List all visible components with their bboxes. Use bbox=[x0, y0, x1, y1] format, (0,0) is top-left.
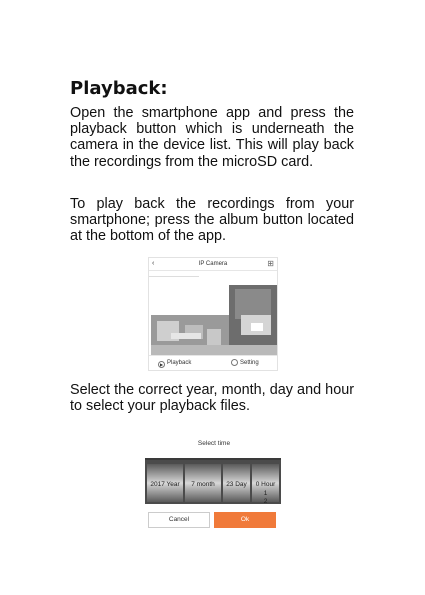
paragraph-select-time: Select the correct year, month, day and hour to select your playback files. bbox=[70, 382, 354, 415]
select-time-title: Select time bbox=[197, 440, 231, 447]
hour-next-1: 1 bbox=[263, 490, 268, 497]
year-value: 2017 Year bbox=[150, 481, 180, 488]
paragraph-album-instructions: To play back the recordings from your smartphone; press the album button located at the bottom of the app. bbox=[70, 196, 354, 245]
hour-value: 0 Hour bbox=[255, 481, 276, 488]
gear-icon bbox=[231, 359, 238, 366]
ok-button[interactable]: Ok bbox=[214, 512, 276, 528]
camera-preview-thumbnail[interactable] bbox=[151, 285, 277, 356]
time-picker bbox=[145, 458, 281, 504]
playback-button[interactable] bbox=[158, 358, 191, 368]
year-wheel[interactable] bbox=[147, 464, 183, 502]
month-wheel[interactable] bbox=[185, 464, 221, 502]
add-device-icon[interactable]: ⊞ bbox=[267, 259, 274, 268]
cancel-button[interactable]: Cancel bbox=[148, 512, 210, 528]
day-wheel[interactable] bbox=[223, 464, 250, 502]
app-title: IP Camera bbox=[198, 261, 228, 267]
setting-label: Setting bbox=[240, 360, 259, 366]
section-heading: Playback: bbox=[70, 78, 168, 99]
room-image bbox=[151, 285, 277, 356]
month-value: 7 month bbox=[191, 481, 215, 488]
setting-button[interactable] bbox=[231, 358, 259, 368]
hour-wheel[interactable] bbox=[252, 464, 279, 505]
play-icon: ▶ bbox=[159, 362, 164, 367]
divider bbox=[149, 276, 199, 277]
playback-label: Playback bbox=[167, 360, 192, 366]
app-screenshot-device-list bbox=[148, 257, 278, 371]
hour-next-2: 2 bbox=[263, 498, 268, 505]
day-value: 23 Day bbox=[226, 481, 247, 488]
app-bottom-bar bbox=[149, 355, 277, 370]
app-top-bar bbox=[149, 258, 277, 271]
paragraph-playback-intro: Open the smartphone app and press the playback button which is underneath the camera in the device list. This will play back the recordings from the microSD card. bbox=[70, 105, 354, 170]
back-icon[interactable]: ‹ bbox=[152, 260, 155, 267]
